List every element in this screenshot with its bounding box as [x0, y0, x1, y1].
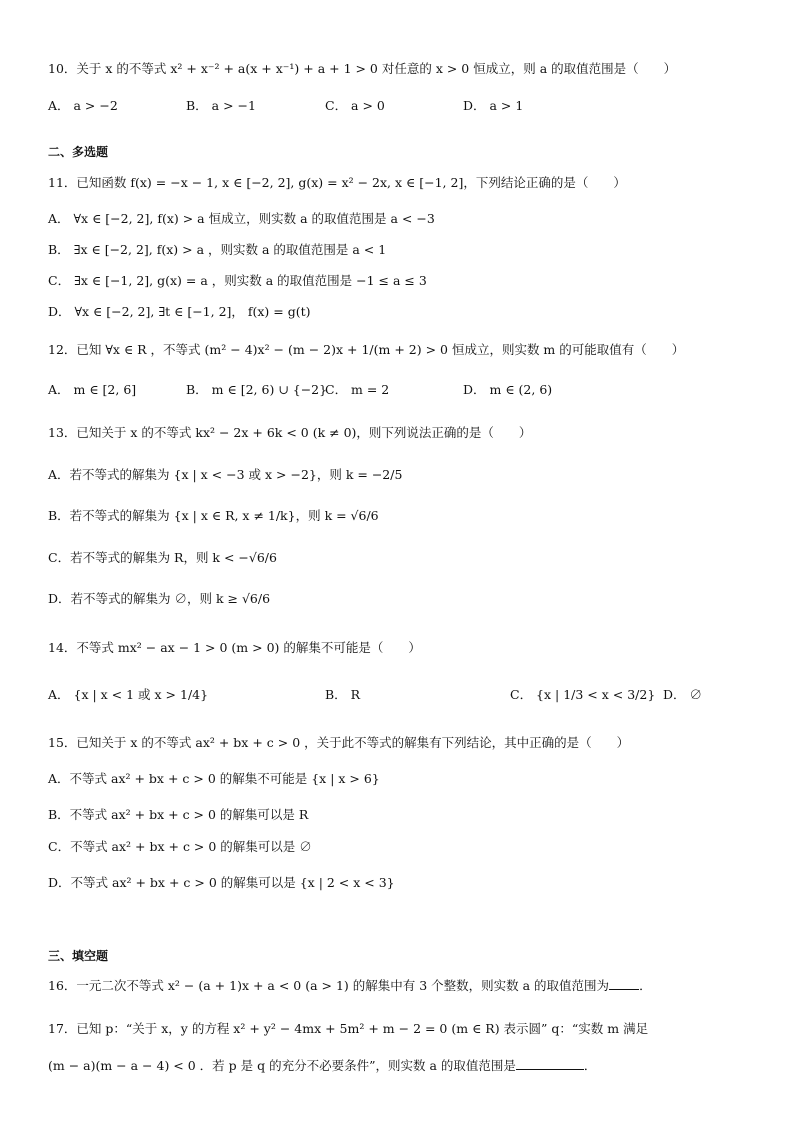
question-11-option-a: A． ∀x ∈ [−2, 2], f(x) > a 恒成立，则实数 a 的取值范围是 a < −3 [48, 211, 435, 226]
question-17-line-2 [48, 1057, 596, 1075]
question-17-stem: (m − a)(m − a − 4) < 0 ．若 p 是 q 的充分不必要条件”，则实数 a 的取值范围是 [48, 1058, 516, 1073]
question-14-option-c: C． {x | 1/3 < x < 3/2} [510, 687, 656, 702]
question-11-option-d: D． ∀x ∈ [−2, 2], ∃t ∈ [−1, 2]， f(x) = g(t) [48, 304, 311, 319]
question-17-end: ． [583, 1058, 597, 1073]
question-10-option-d: D． a > 1 [463, 98, 524, 113]
question-12-option-d: D． m ∈ (2, 6) [463, 382, 553, 397]
question-15-option-d: D．不等式 ax² + bx + c > 0 的解集可以是 {x | 2 < x < 3} [48, 875, 395, 890]
question-11-stem: 11．已知函数 f(x) = −x − 1, x ∈ [−2, 2], g(x) = x² − 2x, x ∈ [−1, 2]，下列结论正确的是（ ） [48, 175, 626, 190]
question-16-stem: 16．一元二次不等式 x² − (a + 1)x + a < 0 (a > 1) 的解集中有 3 个整数，则实数 a 的取值范围为 [48, 978, 610, 993]
question-12-option-b: B． m ∈ [2, 6) ∪ {−2} [186, 382, 328, 397]
question-10-option-c: C． a > 0 [325, 98, 385, 113]
question-13-option-c: C．若不等式的解集为 R，则 k < −√6/6 [48, 550, 277, 565]
question-12-stem: 12．已知 ∀x ∈ R ，不等式 (m² − 4)x² − (m − 2)x + 1/(m + 2) > 0 恒成立，则实数 m 的可能取值有（ ） [48, 342, 685, 357]
question-13-option-d: D．若不等式的解集为 ∅，则 k ≥ √6/6 [48, 591, 271, 606]
question-10-option-b: B． a > −1 [186, 98, 256, 113]
question-16-end: ． [639, 978, 652, 993]
section-heading-fill-in: 三、填空题 [48, 949, 109, 963]
question-13-stem: 13．已知关于 x 的不等式 kx² − 2x + 6k < 0 (k ≠ 0)，则下列说法正确的是（ ） [48, 425, 532, 440]
question-15-option-a: A．不等式 ax² + bx + c > 0 的解集不可能是 {x | x > 6} [48, 771, 380, 786]
question-11-option-b: B． ∃x ∈ [−2, 2], f(x) > a ，则实数 a 的取值范围是 a < 1 [48, 242, 387, 257]
question-13-option-a: A．若不等式的解集为 {x | x < −3 或 x > −2}，则 k = −2/5 [48, 467, 403, 482]
question-15-stem: 15．已知关于 x 的不等式 ax² + bx + c > 0 ，关于此不等式的解集有下列结论，其中正确的是（ ） [48, 735, 630, 750]
question-12-option-c: C． m = 2 [325, 382, 390, 397]
answer-blank-16[interactable] [609, 977, 639, 990]
question-14-option-d: D． ∅ [663, 687, 702, 702]
question-10-option-a: A． a > −2 [48, 98, 118, 113]
question-14-stem: 14．不等式 mx² − ax − 1 > 0 (m > 0) 的解集不可能是（ ） [48, 640, 421, 655]
question-16 [48, 977, 652, 995]
question-12-option-a: A． m ∈ [2, 6] [48, 382, 137, 397]
question-14-option-b: B． R [325, 687, 361, 702]
question-11-option-c: C． ∃x ∈ [−1, 2], g(x) = a ，则实数 a 的取值范围是 −1 ≤ a ≤ 3 [48, 273, 427, 288]
section-heading-multiple-choice: 二、多选题 [48, 145, 109, 159]
question-15-option-b: B．不等式 ax² + bx + c > 0 的解集可以是 R [48, 807, 309, 822]
question-14-option-a: A． {x | x < 1 或 x > 1/4} [48, 687, 209, 702]
question-15-option-c: C．不等式 ax² + bx + c > 0 的解集可以是 ∅ [48, 839, 312, 854]
answer-blank-17[interactable] [516, 1057, 584, 1070]
question-10-stem: 10．关于 x 的不等式 x² + x⁻² + a(x + x⁻¹) + a + 1 > 0 对任意的 x > 0 恒成立，则 a 的取值范围是（ ） [48, 61, 677, 76]
question-13-option-b: B．若不等式的解集为 {x | x ∈ R, x ≠ 1/k}，则 k = √6/6 [48, 508, 379, 523]
question-17-line-1: 17．已知 p：“关于 x，y 的方程 x² + y² − 4mx + 5m² + m − 2 = 0 (m ∈ R) 表示圆” q：“实数 m 满足 [48, 1021, 649, 1036]
